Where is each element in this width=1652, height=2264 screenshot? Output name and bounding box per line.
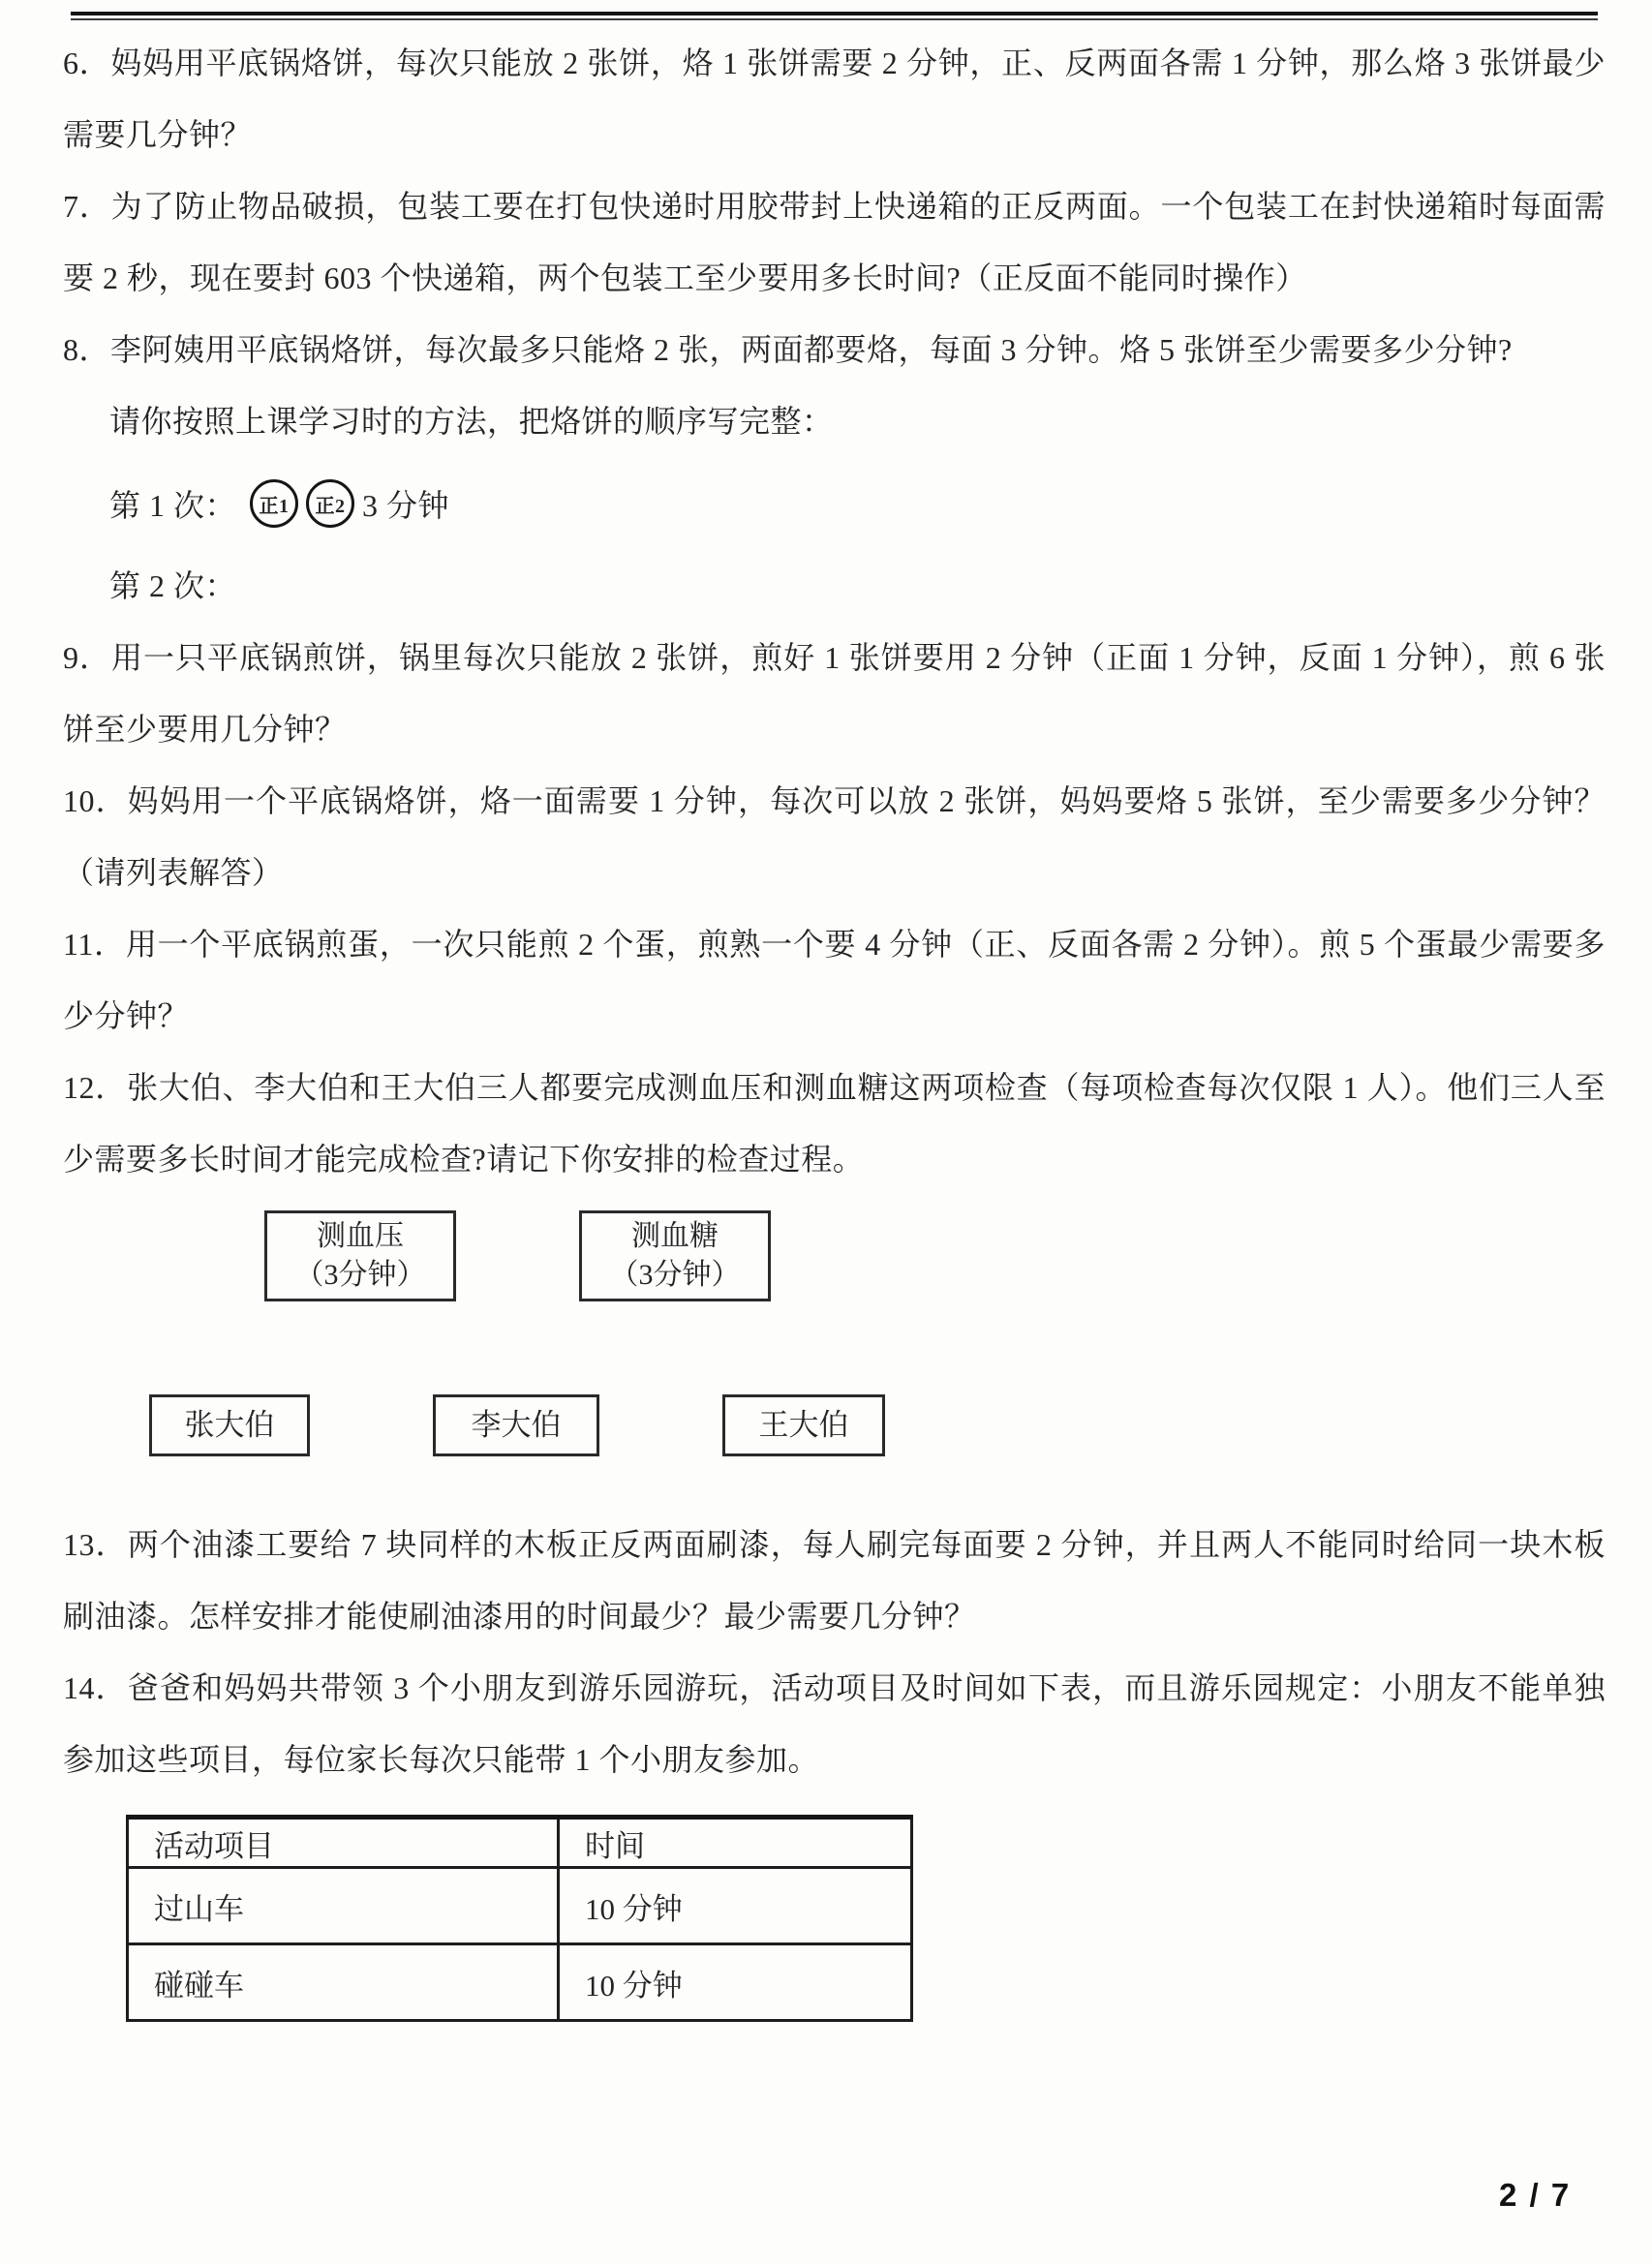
blood-pressure-task-box bbox=[264, 1210, 456, 1301]
time-cell: 10 分钟 bbox=[559, 1868, 912, 1944]
problem-12-text: 12．张大伯、李大伯和王大伯三人都要完成测血压和测血糖这两项检查（每项检查每次仅限 1 人）。他们三人至少需要多长时间才能完成检查?请记下你安排的检查过程。 bbox=[63, 1070, 1606, 1177]
problem-8-step-1 bbox=[63, 457, 1606, 550]
task-name: 测血压 bbox=[317, 1220, 404, 1252]
table-header-row bbox=[128, 1818, 912, 1868]
task-name: 测血糖 bbox=[631, 1220, 719, 1252]
task-time: （3分钟） bbox=[609, 1259, 741, 1291]
person-box-zhang bbox=[149, 1394, 310, 1456]
task-time: （3分钟） bbox=[294, 1259, 426, 1291]
problem-6-text: 6．妈妈用平底锅烙饼，每次只能放 2 张饼，烙 1 张饼需要 2 分钟，正、反两面各需 1 分钟，那么烙 3 张饼最少需要几分钟？ bbox=[63, 46, 1606, 152]
activity-time-table bbox=[126, 1815, 913, 2022]
person-name: 王大伯 bbox=[758, 1408, 849, 1442]
table-header-time: 时间 bbox=[559, 1818, 912, 1868]
problem-10-text: 10．妈妈用一个平底锅烙饼，烙一面需要 1 分钟，每次可以放 2 张饼，妈妈要烙 5 张饼，至少需要多少分钟？ （请列表解答） bbox=[63, 783, 1606, 890]
step-1-label: 第 1 次： bbox=[109, 488, 237, 523]
blood-sugar-task-box bbox=[579, 1210, 771, 1301]
time-cell: 10 分钟 bbox=[559, 1944, 912, 2021]
problem-13-text: 13．两个油漆工要给 7 块同样的木板正反两面刷漆，每人刷完每面要 2 分钟，并且两人不能同时给同一块木板刷油漆。怎样安排才能使刷油漆用的时间最少？最少需要几分钟？ bbox=[63, 1527, 1606, 1634]
table-row-roller-coaster bbox=[128, 1868, 912, 1944]
page-number-indicator: 2 / 7 bbox=[1499, 2177, 1572, 2213]
person-box-li bbox=[433, 1394, 599, 1456]
problem-8-instruction: 请你按照上课学习时的方法，把烙饼的顺序写完整： bbox=[109, 404, 834, 439]
problem-9-text: 9．用一只平底锅煎饼，锅里每次只能放 2 张饼，煎好 1 张饼要用 2 分钟（正面 1 分钟，反面 1 分钟），煎 6 张饼至少要用几分钟？ bbox=[63, 640, 1606, 747]
activity-cell: 过山车 bbox=[128, 1868, 559, 1944]
activity-cell: 碰碰车 bbox=[128, 1944, 559, 2021]
pancake-front-1-circle-icon: 正1 bbox=[250, 479, 298, 528]
table-header-activity: 活动项目 bbox=[128, 1818, 559, 1868]
problem-8-text: 8．李阿姨用平底锅烙饼，每次最多只能烙 2 张，两面都要烙，每面 3 分钟。烙 5 张饼至少需要多少分钟? bbox=[63, 332, 1513, 367]
problem-8-step-2: 第 2 次： bbox=[109, 568, 237, 603]
problem-14-text: 14．爸爸和妈妈共带领 3 个小朋友到游乐园游玩，活动项目及时间如下表，而且游乐园规定：小朋友不能单独参加这些项目，每位家长每次只能带 1 个小朋友参加。 bbox=[63, 1670, 1606, 1777]
problem-11-text: 11．用一个平底锅煎蛋，一次只能煎 2 个蛋，煎熟一个要 4 分钟（正、反面各需 2 分钟）。煎 5 个蛋最少需要多少分钟？ bbox=[63, 927, 1606, 1033]
problem-12-diagram bbox=[63, 1195, 1606, 1509]
page-top-rule bbox=[71, 12, 1598, 20]
table-row-bumper-car bbox=[128, 1944, 912, 2021]
person-name: 张大伯 bbox=[184, 1408, 275, 1442]
pancake-front-2-circle-icon: 正2 bbox=[306, 479, 354, 528]
person-box-wang bbox=[722, 1394, 885, 1456]
person-name: 李大伯 bbox=[471, 1408, 562, 1442]
step-1-time: 3 分钟 bbox=[362, 488, 450, 523]
page-content bbox=[0, 12, 1652, 2022]
problem-7-text: 7．为了防止物品破损，包装工要在打包快递时用胶带封上快递箱的正反两面。一个包装工在封快递箱时每面需要 2 秒，现在要封 603 个快递箱，两个包装工至少要用多长时间?（正反面不能同时操作） bbox=[63, 189, 1606, 295]
